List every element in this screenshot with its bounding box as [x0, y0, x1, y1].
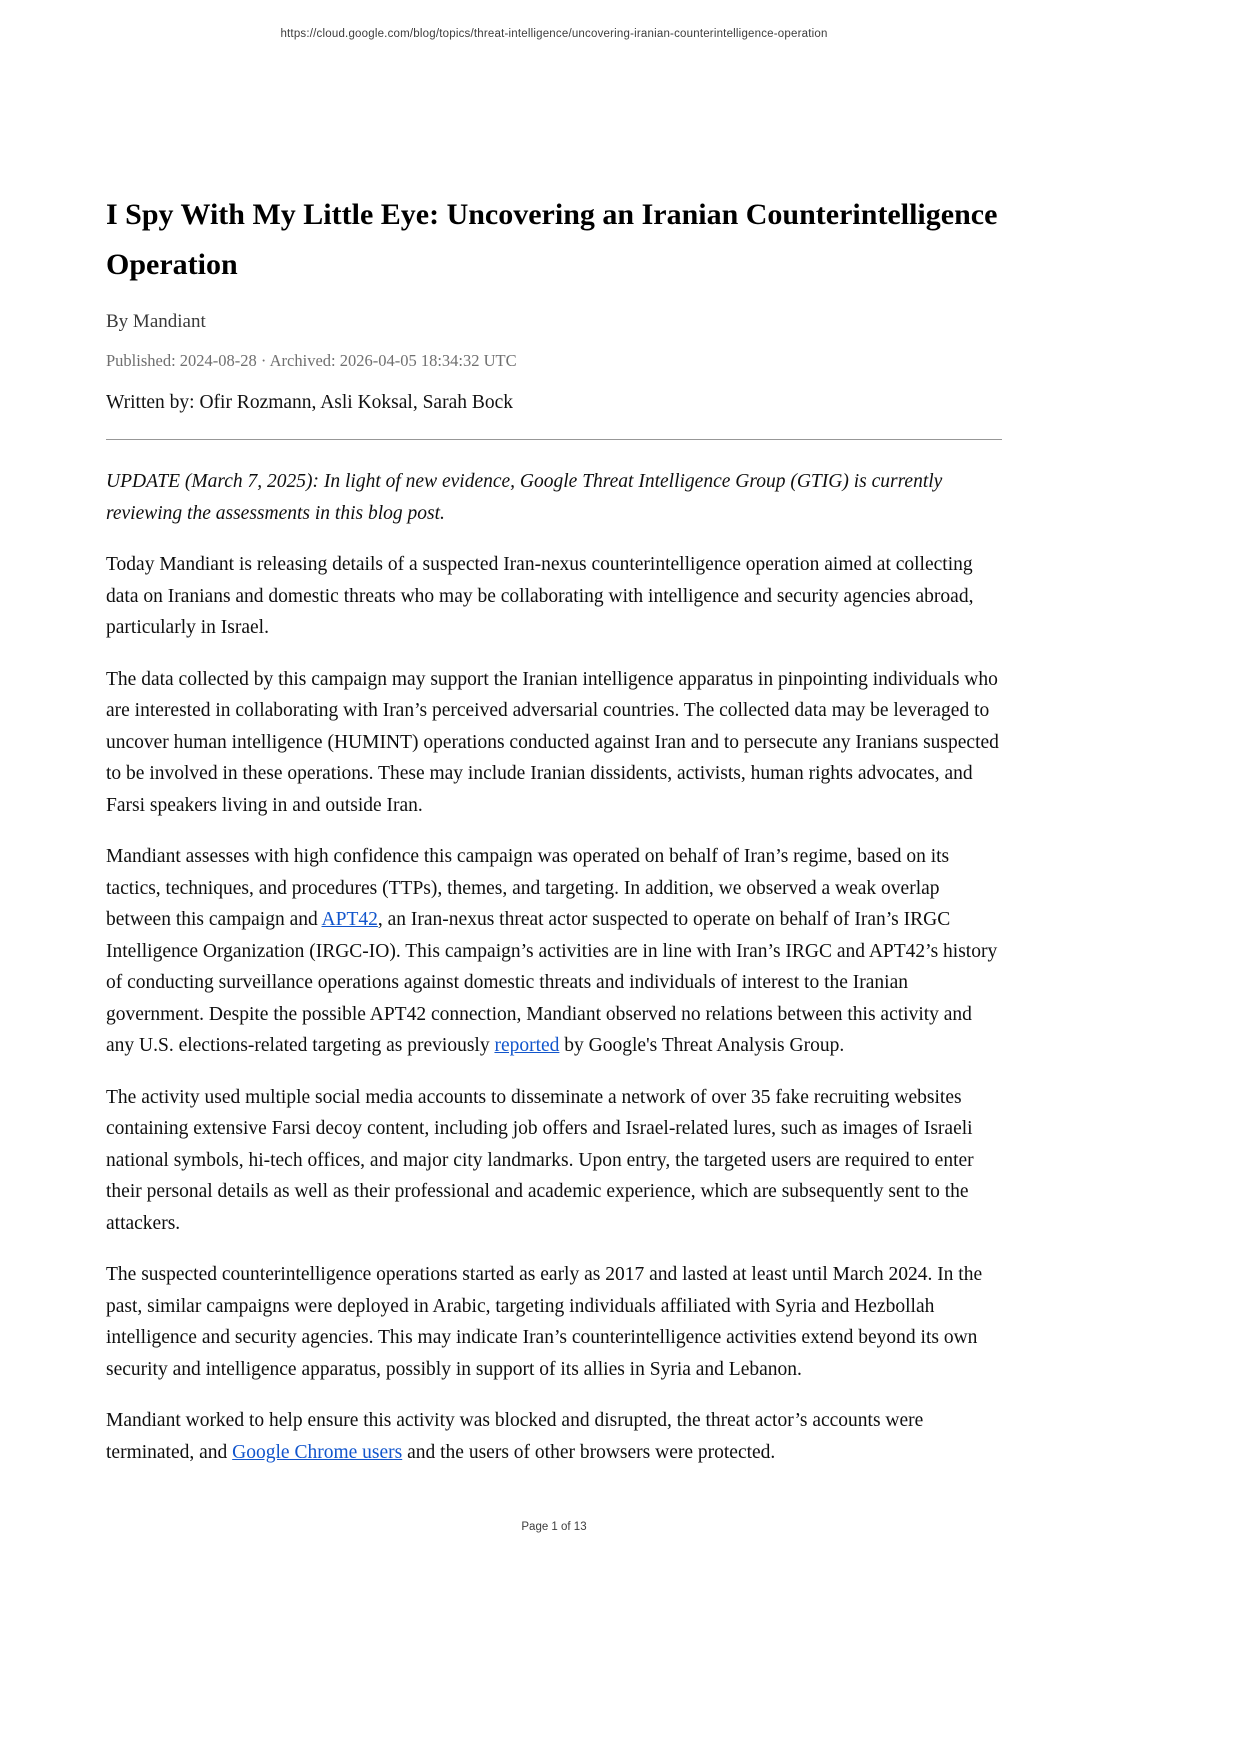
- document-sheet: [106, 0, 1002, 1468]
- paragraph-text: and the users of other browsers were protected.: [402, 1441, 776, 1463]
- paragraph-mitigation: [106, 1405, 1002, 1468]
- byline: By Mandiant: [106, 311, 206, 332]
- paragraph-intro: Today Mandiant is releasing details of a suspected Iran-nexus counterintelligence operation aimed at collecting data on Iranians and domestic threats who may be collaborating with intelligence and security agencies abroad, particularly in Israel.: [106, 554, 974, 638]
- page-number: Page 1 of 13: [521, 1521, 587, 1533]
- paragraph-text: by Google's Threat Analysis Group.: [559, 1035, 845, 1056]
- google-chrome-users-link[interactable]: Google Chrome users: [232, 1441, 403, 1463]
- paragraph-data-collected: The data collected by this campaign may support the Iranian intelligence apparatus in pinpointing individuals who are interested in collaborating with Iran’s perceived adversarial countries. The collected data may be leveraged to uncover human intelligence (HUMINT) operations conducted against Iran and to persecute any Iranians suspected to be involved in these operations. These may include Iranian dissidents, activists, human rights advocates, and Farsi speakers living in and outside Iran.: [106, 668, 999, 816]
- publish-archive-meta: Published: 2024-08-28 · Archived: 2026-04-05 18:34:32 UTC: [106, 351, 517, 370]
- paragraph-text: Mandiant worked to help ensure this activity was blocked and disrupted, the threat actor’s accounts were terminated, and: [106, 1410, 924, 1463]
- paragraph-text: Mandiant assesses with high confidence this campaign was operated on behalf of Iran’s regime, based on its tactics, techniques, and procedures (TTPs), themes, and targeting. In addition, we observed a weak overlap between this campaign and: [106, 846, 950, 930]
- authors-line: Written by: Ofir Rozmann, Asli Koksal, Sarah Bock: [106, 392, 514, 413]
- reported-link[interactable]: reported: [494, 1035, 560, 1056]
- update-note: UPDATE (March 7, 2025): In light of new evidence, Google Threat Intelligence Group (GTIG) is currently reviewing the assessments in this blog post.: [106, 471, 943, 524]
- article-title: I Spy With My Little Eye: Uncovering an Iranian Counterintelligence Operation: [106, 198, 998, 281]
- divider: [106, 439, 1002, 440]
- apt42-link[interactable]: APT42: [321, 909, 378, 930]
- paragraph-timeline: The suspected counterintelligence operations started as early as 2017 and lasted at least until March 2024. In the past, similar campaigns were deployed in Arabic, targeting individuals affiliated with Syria and Hezbollah intelligence and security agencies. This may indicate Iran’s counterintelligence activities extend beyond its own security and intelligence apparatus, possibly in support of its allies in Syria and Lebanon.: [106, 1264, 983, 1380]
- print-header-url: https://cloud.google.com/blog/topics/threat-intelligence/uncovering-iranian-counterintelligence-operation: [280, 28, 828, 40]
- paragraph-text: , an Iran-nexus threat actor suspected to operate on behalf of Iran’s IRGC Intelligence Organization (IRGC-IO). This campaign’s activities are in line with Iran’s IRGC and APT42’s history of conducting surveillance operations against domestic threats and individuals of interest to the Iranian government. Despite the possible APT42 connection, Mandiant observed no relations between this activity and any U.S. elections-related targeting as previously: [106, 909, 998, 1056]
- paragraph-attribution: [106, 841, 1002, 1062]
- paragraph-fake-websites: The activity used multiple social media accounts to disseminate a network of over 35 fake recruiting websites containing extensive Farsi decoy content, including job offers and Israel-related lures, such as images of Israeli national symbols, hi-tech offices, and major city landmarks. Upon entry, the targeted users are required to enter their personal details as well as their professional and academic experience, which are subsequently sent to the attackers.: [106, 1086, 974, 1234]
